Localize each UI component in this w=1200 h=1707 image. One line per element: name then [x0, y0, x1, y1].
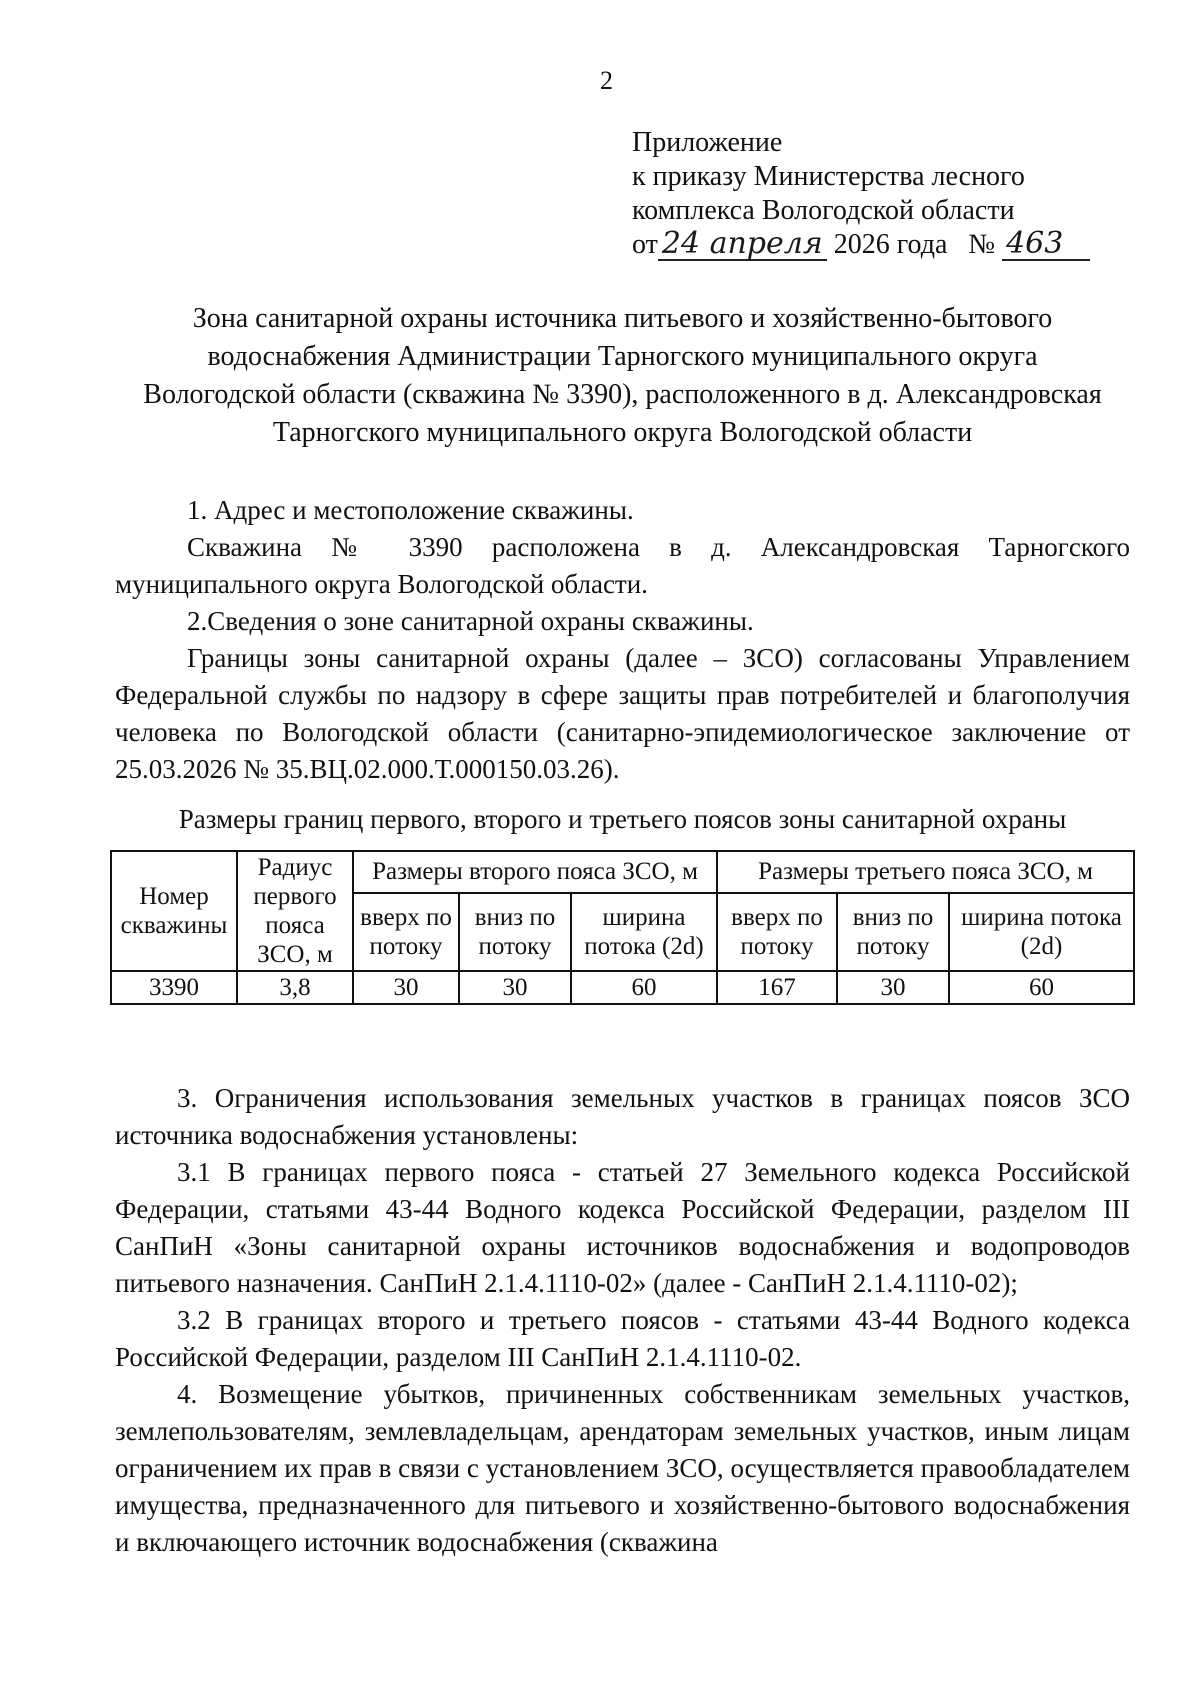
table-header-row	[111, 851, 1134, 893]
header-third-zone: Размеры третьего пояса ЗСО, м	[717, 851, 1134, 893]
document-title	[110, 300, 1135, 452]
title-line-4: Тарногского муниципального округа Вологодской области	[272, 417, 973, 448]
table-row	[111, 971, 1134, 1004]
year-text: 2026 года	[833, 229, 948, 260]
date-prefix: от	[632, 229, 658, 260]
header-second-zone: Размеры второго пояса ЗСО, м	[353, 851, 717, 893]
zone-sizes-table	[110, 850, 1135, 1005]
cell-second-upstream: 30	[353, 971, 459, 1004]
header-radius-first: Радиус первого пояса ЗСО, м	[237, 851, 353, 971]
header-second-upstream: вверх по потоку	[353, 893, 459, 971]
section-3-4	[115, 1080, 1130, 1561]
cell-radius-first: 3,8	[237, 971, 353, 1004]
section-3-1-text: 3.1 В границах первого пояса - статьей 27 Земельного кодекса Российской Федерации, статьями 43-44 Водного кодекса Российской Федерации, разделом III СанПиН «Зоны санитарной охраны источников водоснабжения и водопроводов питьевого назначения. СанПиН 2.1.4.1110-02» (далее - СанПиН 2.1.4.1110-02);	[115, 1157, 1130, 1298]
header-second-width: ширина потока (2d)	[571, 893, 717, 971]
appendix-line-1: Приложение	[632, 127, 783, 158]
header-well-number: Номер скважины	[111, 851, 237, 971]
title-line-2: водоснабжения Администрации Тарногского муниципального округа	[207, 341, 1038, 372]
cell-third-width: 60	[949, 971, 1134, 1004]
cell-second-width: 60	[571, 971, 717, 1004]
header-third-upstream: вверх по потоку	[717, 893, 837, 971]
section-3-2-text: 3.2 В границах второго и третьего поясов - статьями 43-44 Водного кодекса Российской Федерации, разделом III СанПиН 2.1.4.1110-02.	[115, 1305, 1130, 1372]
title-line-1: Зона санитарной охраны источника питьевого и хозяйственно-бытового	[192, 303, 1053, 334]
handwritten-number: 463	[1002, 229, 1090, 261]
appendix-line-2: к приказу Министерства лесного	[632, 161, 1025, 192]
title-line-3: Вологодской области (скважина № 3390), расположенного в д. Александровская	[143, 379, 1102, 410]
section-1-2	[115, 492, 1130, 788]
section-2-text: Границы зоны санитарной охраны (далее – ЗСО) согласованы Управлением Федеральной службы по надзору в сфере защиты прав потребителей и благополучия человека по Вологодской области (санитарно-эпидемиологическое заключение от 25.03.2026 № 35.ВЦ.02.000.Т.000150.03.26).	[115, 643, 1130, 784]
appendix-date-line	[632, 228, 1090, 262]
header-second-downstream: вниз по потоку	[459, 893, 571, 971]
section-1-heading: 1. Адрес и местоположение скважины.	[187, 495, 634, 525]
section-2-heading: 2.Сведения о зоне санитарной охраны скважины.	[187, 606, 754, 636]
section-3-text: 3. Ограничения использования земельных участков в границах поясов ЗСО источника водоснабжения установлены:	[115, 1083, 1130, 1150]
handwritten-date: 24 апреля	[658, 229, 827, 261]
table-caption: Размеры границ первого, второго и третьего поясов зоны санитарной охраны	[178, 804, 1067, 834]
section-1-text: Скважина № 3390 расположена в д. Александровская Тарногского муниципального округа Вологодской области.	[115, 532, 1130, 599]
section-4-text: 4. Возмещение убытков, причиненных собственникам земельных участков, землепользователям, землевладельцам, арендаторам земельных участков, иным лицам ограничением их прав в связи с установлением ЗСО, осуществляется правообладателем имущества, предназначенного для питьевого и хозяйственно-бытового водоснабжения и включающего источник водоснабжения (скважина	[115, 1379, 1130, 1557]
header-third-downstream: вниз по потоку	[837, 893, 949, 971]
cell-third-upstream: 167	[717, 971, 837, 1004]
cell-second-downstream: 30	[459, 971, 571, 1004]
cell-third-downstream: 30	[837, 971, 949, 1004]
header-third-width: ширина потока (2d)	[949, 893, 1134, 971]
number-sign: №	[968, 229, 996, 260]
appendix-line-3: комплекса Вологодской области	[632, 195, 1015, 226]
page-number: 2	[600, 66, 613, 95]
appendix-header	[632, 126, 1090, 262]
cell-well-number: 3390	[111, 971, 237, 1004]
